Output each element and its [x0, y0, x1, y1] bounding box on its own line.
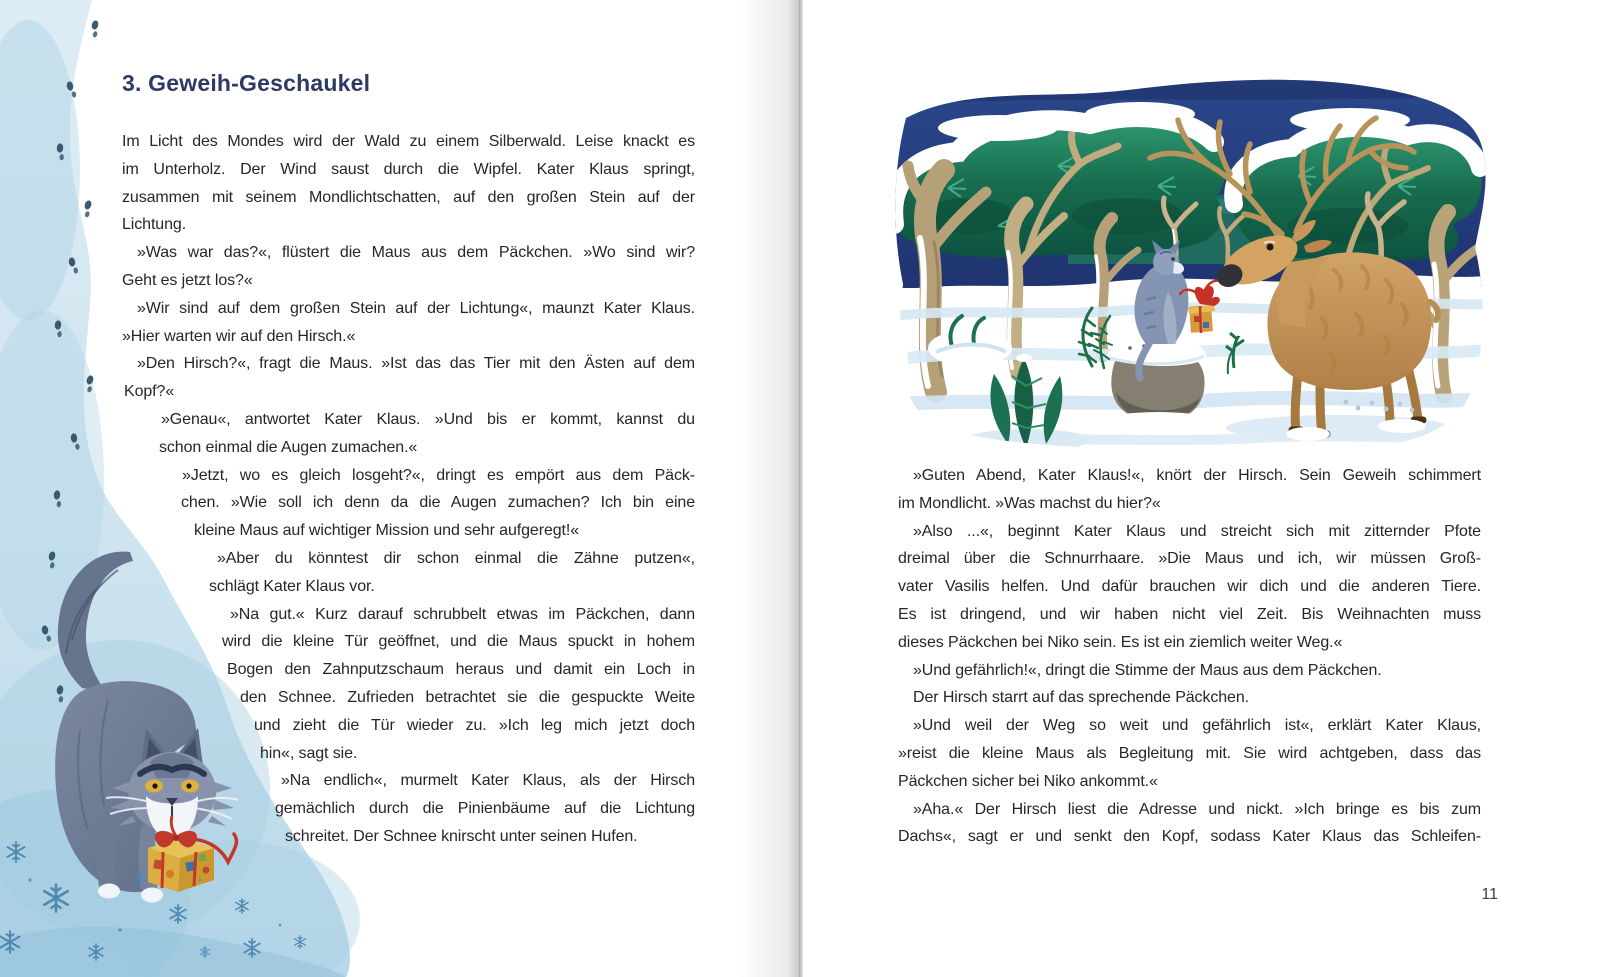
text-line: Päckchen sicher bei Niko ankommt.« [898, 772, 1158, 790]
text-line: Geht es jetzt los?« [122, 271, 253, 289]
winter-forest-illustration [878, 56, 1498, 456]
text-line: im Mondlicht. »Was machst du hier?« [898, 494, 1161, 512]
text-line: Lichtung. [122, 216, 187, 234]
text-line: Dachs«, sagt er und senkt den Kopf, sodass Kater Klaus das Schleifen- [898, 828, 1481, 846]
snowy-rock [1102, 336, 1214, 432]
text-line: »Na gut.« Kurz darauf schrubbelt etwas im Päckchen, dann [230, 605, 695, 623]
text-line: schon einmal die Augen zumachen.« [159, 438, 418, 456]
text-line: Bogen den Zahnputzschaum heraus und damit ein Loch in [227, 661, 695, 679]
right-page [803, 0, 1606, 977]
left-page [0, 0, 800, 977]
page-gutter-shadow [738, 0, 800, 977]
text-line: »Und weil der Weg so weit und gefährlich ist«, erklärt Kater Klaus, [913, 717, 1481, 735]
text-line: Es ist dringend, und wir haben nicht viel Zeit. Bis Weihnachten muss [898, 605, 1481, 623]
text-line: »Genau«, antwortet Kater Klaus. »Und bis er kommt, kannst du [161, 410, 695, 428]
deer-eye [1267, 244, 1274, 251]
text-line: »Aber du könntest dir schon einmal die Zähne putzen«, [217, 549, 695, 567]
text-line: »Und gefährlich!«, dringt die Stimme der Maus aus dem Päckchen. [913, 661, 1382, 679]
text-line: chen. »Wie soll ich denn da die Augen zumachen? Ich bin eine [181, 494, 695, 512]
text-line: »Wir sind auf dem großen Stein auf der Lichtung«, maunzt Kater Klaus. [137, 299, 695, 317]
text-line: »Aha.« Der Hirsch liest die Adresse und nickt. »Ich bringe es bis zum [913, 800, 1481, 818]
text-line: schreitet. Der Schnee knirscht unter seinen Hufen. [285, 827, 638, 845]
text-line: »Was war das?«, flüstert die Maus aus dem Päckchen. »Wo sind wir? [137, 244, 695, 262]
text-line: »Guten Abend, Kater Klaus!«, knört der Hirsch. Sein Geweih schimmert [913, 467, 1481, 484]
body-text-left [122, 128, 695, 851]
text-line: »reist die kleine Maus als Begleitung mit. Sie wird achtgeben, dass das [898, 744, 1481, 762]
text-line: gemächlich durch die Pinienbäume auf die Lichtung [275, 800, 695, 818]
text-line: Im Licht des Mondes wird der Wald zu einem Silberwald. Leise knackt es [122, 133, 695, 150]
text-line: »Den Hirsch?«, fragt die Maus. »Ist das das Tier mit den Ästen auf dem [137, 355, 695, 373]
text-line: schlägt Kater Klaus vor. [209, 577, 375, 595]
pine-canopy [891, 102, 1481, 260]
text-line: »Hier warten wir auf den Hirsch.« [122, 327, 356, 345]
text-line: zusammen mit seinem Mondlichtschatten, auf den großen Stein auf der [122, 188, 695, 206]
text-line: kleine Maus auf wichtiger Mission und sehr aufgeregt!« [194, 522, 580, 540]
body-text-right [898, 462, 1481, 851]
text-line: im Unterholz. Der Wind saust durch die Wipfel. Kater Klaus springt, [122, 160, 695, 178]
text-line: wird die kleine Tür geöffnet, und die Maus spuckt in hohem [222, 633, 695, 651]
text-line: dreimal über die Schnurrhaare. »Die Maus und ich, wir müssen Groß- [898, 550, 1481, 568]
text-line: Der Hirsch starrt auf das sprechende Päckchen. [913, 689, 1250, 707]
chapter-title: 3. Geweih-Geschaukel [122, 70, 371, 96]
text-line: dieses Päckchen bei Niko sein. Es ist ein ziemlich weiter Weg.« [898, 633, 1343, 651]
text-line: vater Vasilis helfen. Und dafür brauchen wir dich und die anderen Tiere. [898, 578, 1481, 596]
text-line: hin«, sagt sie. [260, 744, 358, 762]
text-line: den Schnee. Zufrieden betrachtet sie die gespuckte Weite [240, 688, 695, 706]
text-line: »Jetzt, wo es gleich losgeht?«, dringt es empört aus dem Päck- [182, 466, 695, 484]
page-number: 11 [1481, 886, 1498, 903]
text-line: »Na endlich«, murmelt Kater Klaus, als der Hirsch [281, 772, 695, 790]
text-line: »Also ...«, beginnt Kater Klaus und streicht sich mit zitternder Pfote [913, 522, 1481, 540]
text-line: Kopf?« [124, 383, 175, 401]
text-line: und zieht die Tür wieder zu. »Ich leg mich jetzt doch [254, 716, 695, 734]
